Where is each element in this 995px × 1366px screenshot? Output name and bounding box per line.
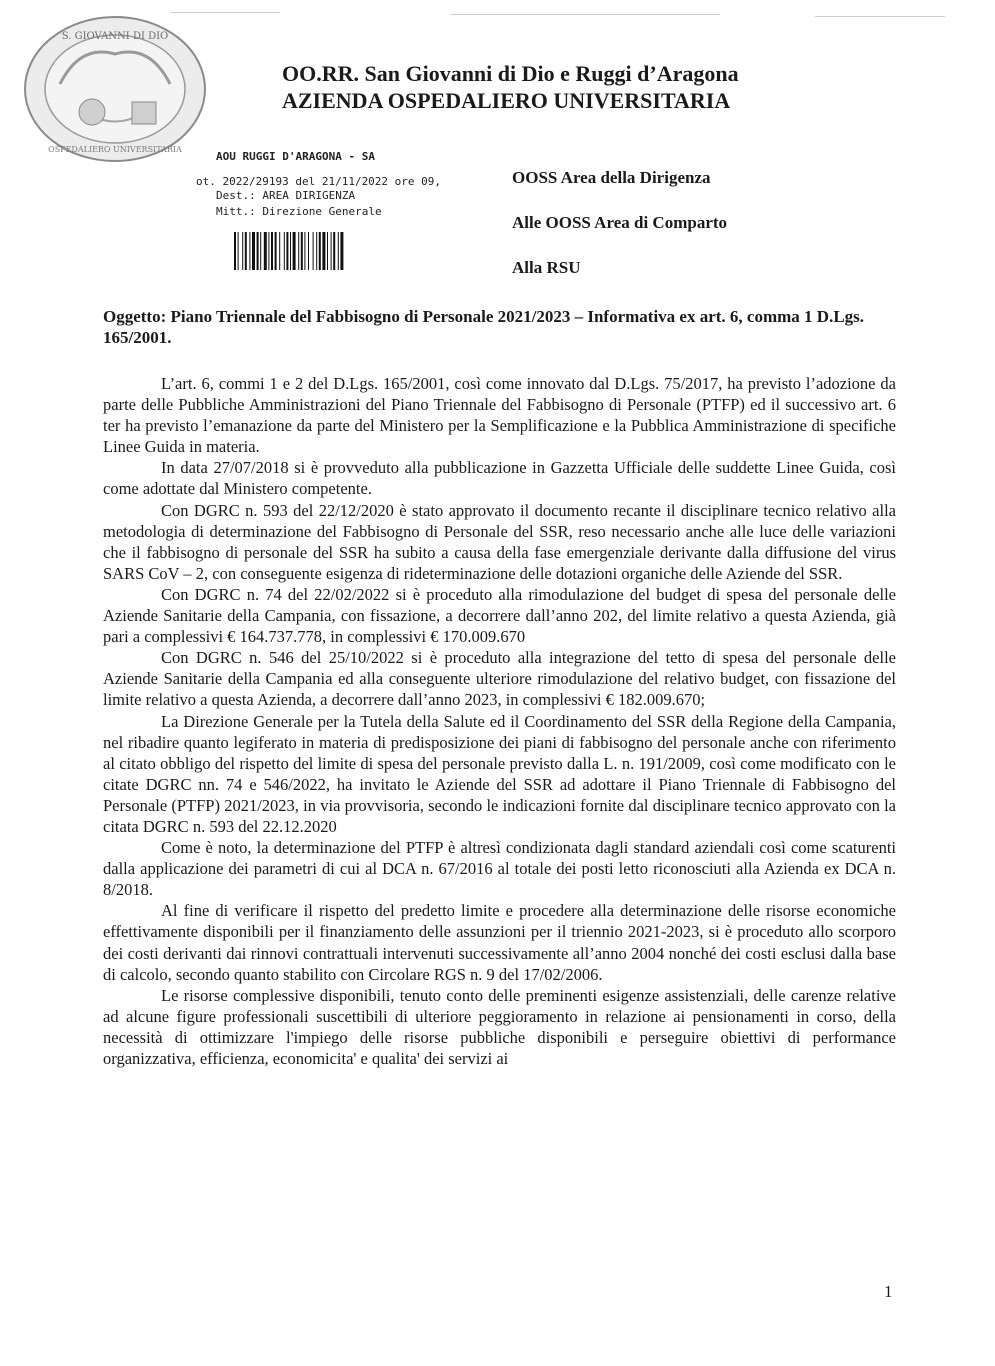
body-paragraph: Le risorse complessive disponibili, tenuto conto delle preminenti esigenze assistenziali, delle carenze relative ad alcune figure professionali suscettibili di ulteriore peggioramento in relazione ai pensionamenti in corso, della necessità di ottimizzare l'impiego delle risorse pubbliche disponibili e perseguire obiettivi di performance organizzativa, efficienza, economicita' e qualita' dei servizi ai bbox=[103, 985, 896, 1068]
scan-artifact bbox=[450, 14, 720, 15]
recipient-rsu: Alla RSU bbox=[512, 258, 581, 277]
barcode-bar bbox=[268, 232, 269, 270]
stamp-organization: AOU RUGGI D'ARAGONA - SA bbox=[216, 150, 375, 163]
barcode-bar bbox=[249, 232, 250, 270]
barcode-bar bbox=[279, 232, 280, 270]
header-line-1: OO.RR. San Giovanni di Dio e Ruggi d’Aragona bbox=[282, 61, 739, 86]
header-line-2: AZIENDA OSPEDALIERO UNIVERSITARIA bbox=[282, 88, 731, 113]
barcode-bar bbox=[319, 232, 321, 270]
recipient-dirigenza: OOSS Area della Dirigenza bbox=[512, 168, 711, 187]
scan-artifact bbox=[170, 12, 280, 13]
barcode-bar bbox=[234, 232, 236, 270]
barcode-bar bbox=[308, 232, 309, 270]
protocol-barcode bbox=[234, 232, 444, 270]
barcode-bar bbox=[333, 232, 335, 270]
barcode-bar bbox=[304, 232, 305, 270]
barcode-bar bbox=[322, 232, 325, 270]
barcode-bar bbox=[290, 232, 291, 270]
stamp-protocol-number: ot. 2022/29193 del 21/11/2022 ore 09, bbox=[196, 175, 442, 188]
page-number: 1 bbox=[884, 1282, 893, 1301]
barcode-bar bbox=[264, 232, 267, 270]
barcode-bar bbox=[245, 232, 247, 270]
body-paragraph: L’art. 6, commi 1 e 2 del D.Lgs. 165/2001, così come innovato dal D.Lgs. 75/2017, ha previsto l’adozione da parte delle Pubbliche Amministrazioni del Piano Triennale del Fabbisogno di Personale (PTFP) ed il successivo art. 6 ter ha previsto l’emanazione da parte del Ministero per la Semplificazione e la Pubblica Amministrazione di specifiche Linee Guida in materia. bbox=[103, 374, 896, 457]
barcode-bar bbox=[284, 232, 285, 270]
seal-ring-text: OSPEDALIERO UNIVERSITARIA bbox=[48, 145, 182, 154]
letter-body bbox=[103, 373, 896, 1069]
barcode-bar bbox=[331, 232, 332, 270]
barcode-bar bbox=[275, 232, 277, 270]
body-paragraph: Al fine di verificare il rispetto del predetto limite e procedere alla determinazione delle risorse economiche effettivamente disponibili per il finanziamento delle assunzioni per il triennio 2021-2023, si è proceduto allo scorporo dei costi derivanti dai rinnovi contrattuali intervenuti successivamente all’anno 2004 nonché dei costi esclusi dalla base di calcolo, secondo quanto stabilito con Circolare RGS n. 9 del 17/02/2006. bbox=[103, 901, 896, 984]
body-paragraph: In data 27/07/2018 si è provveduto alla pubblicazione in Gazzetta Ufficiale delle suddette Linee Guida, così come adottate dal Ministero competente. bbox=[103, 458, 896, 499]
header bbox=[282, 60, 739, 114]
barcode-bar bbox=[340, 232, 343, 270]
barcode-bar bbox=[293, 232, 296, 270]
barcode-bar bbox=[238, 232, 239, 270]
hospital-seal bbox=[20, 14, 210, 164]
barcode-bar bbox=[316, 232, 317, 270]
barcode-bar bbox=[242, 232, 243, 270]
body-paragraph: Con DGRC n. 546 del 25/10/2022 si è proceduto alla integrazione del tetto di spesa del personale delle Aziende Sanitarie della Campania ed alla conseguente ulteriore rimodulazione del relativo budget, con fissazione del limite relativo a questa Azienda, a decorrere dall’anno 2023, in complessivi € 182.009.670; bbox=[103, 648, 896, 710]
barcode-bar bbox=[313, 232, 314, 270]
recipient-comparto: Alle OOSS Area di Comparto bbox=[512, 213, 728, 232]
barcode-bar bbox=[286, 232, 288, 270]
barcode-bar bbox=[298, 232, 299, 270]
barcode-bar bbox=[257, 232, 259, 270]
barcode-bar bbox=[338, 232, 339, 270]
barcode-bar bbox=[327, 232, 328, 270]
barcode-bar bbox=[271, 232, 273, 270]
stamp-sender: Mitt.: Direzione Generale bbox=[216, 205, 382, 218]
body-paragraph: Con DGRC n. 593 del 22/12/2020 è stato approvato il documento recante il disciplinare tecnico relativo alla metodologia di determinazione del Fabbisogno di Personale del SSR, reso necessario anche alle luce delle variazioni che il fabbisogno di personale del SSR ha subito a causa della fase emergenziale derivante dalla diffusione del virus SARS CoV – 2, con conseguente esigenza di rideterminazione delle dotazioni organiche delle Aziende del SSR. bbox=[103, 500, 896, 583]
barcode-bar bbox=[301, 232, 303, 270]
body-paragraph: Con DGRC n. 74 del 22/02/2022 si è proceduto alla rimodulazione del budget di spesa del personale delle Aziende Sanitarie della Campania, con fissazione, a decorrere dall’anno 202, del limite relativo a questa Azienda, già pari a complessivi € 164.737.778, in complessivi € 170.009.670 bbox=[103, 584, 896, 647]
body-paragraph: La Direzione Generale per la Tutela della Salute ed il Coordinamento del SSR della Regione della Campania, nel ribadire quanto legiferato in materia di predisposizione dei piani di fabbisogno del personale anche con riferimento al citato obbligo del rispetto del limite di spesa del personale previsto dalla L. n. 191/2009, così come modificato con le citate DGRC nn. 74 e 546/2022, ha invitato le Aziende del SSR ad adottare il Piano Triennale di Fabbisogno del Personale (PTFP) 2021/2023, in via provvisoria, secondo le indicazioni fornite dal disciplinare tecnico approvato con la citata DGRC n. 593 del 22.12.2020 bbox=[103, 711, 896, 836]
stamp-destination: Dest.: AREA DIRIGENZA bbox=[216, 189, 356, 202]
body-paragraph: Come è noto, la determinazione del PTFP è altresì condizionata dagli standard aziendali così come scaturenti dalla applicazione dei parametri di cui al DCA n. 67/2016 al totale dei posti letto riconosciuti alla Azienda ex DCA n. 8/2018. bbox=[103, 838, 896, 900]
scan-artifact bbox=[815, 16, 945, 17]
seal-ring-text: S. GIOVANNI DI DIO bbox=[61, 31, 169, 42]
subject-line: Oggetto: Piano Triennale del Fabbisogno di Personale 2021/2023 – Informativa ex art. 6, comma 1 D.Lgs. 165/2001. bbox=[103, 307, 865, 347]
barcode-bar bbox=[252, 232, 255, 270]
barcode-bar bbox=[260, 232, 261, 270]
